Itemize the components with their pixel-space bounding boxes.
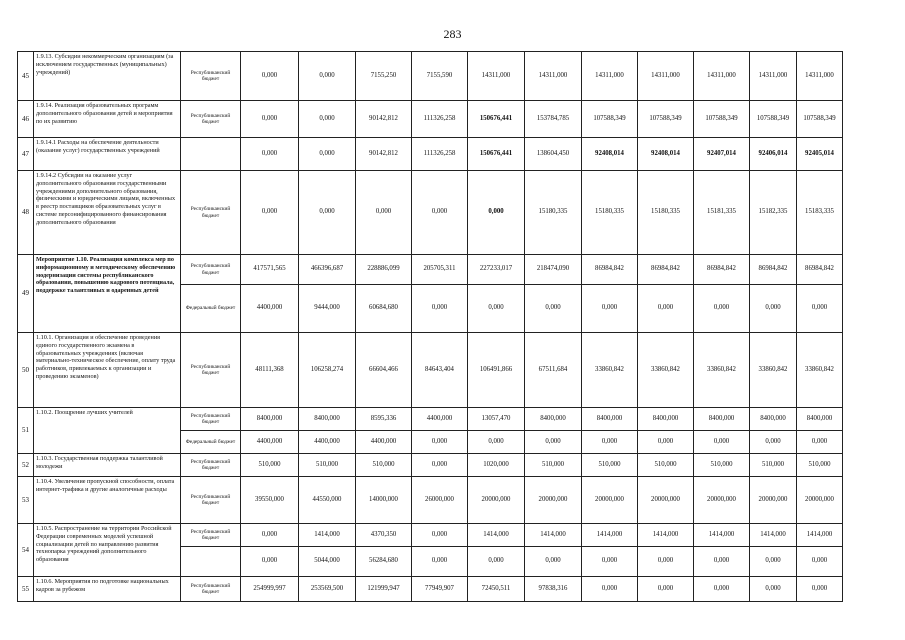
amount-cell: 14311,000 [525, 52, 582, 101]
amount-cell: 4400,000 [356, 431, 412, 454]
amount-cell: 0,000 [694, 431, 750, 454]
amount-cell: 0,000 [356, 171, 412, 255]
amount-cell: 33860,842 [797, 333, 843, 408]
amount-cell: 0,000 [582, 285, 638, 333]
amount-cell: 8400,000 [241, 408, 299, 431]
amount-cell: 8400,000 [582, 408, 638, 431]
amount-cell: 0,000 [412, 524, 468, 547]
amount-cell: 86984,842 [694, 255, 750, 285]
amount-cell: 14000,000 [356, 477, 412, 524]
amount-cell: 77949,907 [412, 577, 468, 602]
amount-cell: 107588,349 [797, 101, 843, 138]
amount-cell: 510,000 [750, 454, 797, 477]
amount-cell: 56284,680 [356, 547, 412, 577]
amount-cell: 20000,000 [638, 477, 694, 524]
amount-cell: 15180,335 [525, 171, 582, 255]
amount-cell: 107588,349 [638, 101, 694, 138]
row-number: 47 [18, 138, 34, 171]
row-number: 51 [18, 408, 34, 454]
amount-cell: 39550,000 [241, 477, 299, 524]
amount-cell: 0,000 [694, 577, 750, 602]
amount-cell: 0,000 [241, 101, 299, 138]
amount-cell: 33860,842 [694, 333, 750, 408]
amount-cell: 8400,000 [638, 408, 694, 431]
amount-cell: 4400,000 [241, 431, 299, 454]
amount-cell: 33860,842 [638, 333, 694, 408]
row-number: 52 [18, 454, 34, 477]
amount-cell: 86984,842 [797, 255, 843, 285]
amount-cell: 0,000 [241, 171, 299, 255]
amount-cell: 13057,470 [468, 408, 525, 431]
amount-cell: 0,000 [241, 524, 299, 547]
activity-name: Мероприятие 1.10. Реализация комплекса мер по информационному и методическому обеспечению модернизации системы республиканского образования, повышению кадрового потенциала, поддержке талантливых и одаренных детей [34, 255, 181, 333]
amount-cell: 8400,000 [750, 408, 797, 431]
amount-cell: 0,000 [582, 547, 638, 577]
amount-cell: 20000,000 [797, 477, 843, 524]
activity-name: 1.10.5. Распространение на территории Российской Федерации современных моделей успешной социализации детей по направлению развития технопарка учреждений дополнительного образования [34, 524, 181, 577]
amount-cell: 8595,336 [356, 408, 412, 431]
amount-cell: 0,000 [750, 431, 797, 454]
amount-cell: 92407,014 [694, 138, 750, 171]
amount-cell: 107588,349 [750, 101, 797, 138]
amount-cell: 97838,316 [525, 577, 582, 602]
funding-source: Республиканский бюджет [181, 52, 241, 101]
amount-cell: 1414,000 [582, 524, 638, 547]
amount-cell: 106258,274 [299, 333, 356, 408]
table-row [18, 255, 843, 285]
amount-cell: 510,000 [241, 454, 299, 477]
amount-cell: 0,000 [241, 52, 299, 101]
amount-cell: 218474,090 [525, 255, 582, 285]
row-number: 50 [18, 333, 34, 408]
amount-cell: 26000,000 [412, 477, 468, 524]
amount-cell: 20000,000 [694, 477, 750, 524]
amount-cell: 107588,349 [694, 101, 750, 138]
page-number: 283 [443, 27, 462, 41]
amount-cell: 0,000 [797, 285, 843, 333]
table-row [18, 52, 843, 101]
amount-cell: 510,000 [638, 454, 694, 477]
amount-cell: 0,000 [750, 285, 797, 333]
funding-source: Республиканский бюджет [181, 577, 241, 602]
amount-cell: 0,000 [468, 171, 525, 255]
amount-cell: 14311,000 [694, 52, 750, 101]
row-number: 46 [18, 101, 34, 138]
amount-cell: 8400,000 [694, 408, 750, 431]
amount-cell: 15180,335 [582, 171, 638, 255]
amount-cell: 0,000 [694, 285, 750, 333]
activity-name: 1.10.6. Мероприятия по подготовке национальных кадров за рубежом [34, 577, 181, 602]
amount-cell: 0,000 [694, 547, 750, 577]
amount-cell: 66604,466 [356, 333, 412, 408]
amount-cell: 8400,000 [299, 408, 356, 431]
funding-source: Республиканский бюджет [181, 101, 241, 138]
amount-cell: 0,000 [525, 431, 582, 454]
amount-cell: 14311,000 [750, 52, 797, 101]
amount-cell: 44550,000 [299, 477, 356, 524]
amount-cell: 0,000 [638, 285, 694, 333]
amount-cell: 0,000 [582, 577, 638, 602]
row-number: 49 [18, 255, 34, 333]
amount-cell: 90142,812 [356, 101, 412, 138]
table-row [18, 138, 843, 171]
amount-cell: 510,000 [299, 454, 356, 477]
table-row [18, 577, 843, 602]
amount-cell: 510,000 [356, 454, 412, 477]
row-number: 54 [18, 524, 34, 577]
amount-cell: 0,000 [750, 577, 797, 602]
amount-cell: 4370,350 [356, 524, 412, 547]
amount-cell: 0,000 [241, 547, 299, 577]
amount-cell: 9444,000 [299, 285, 356, 333]
amount-cell: 20000,000 [525, 477, 582, 524]
amount-cell: 7155,590 [412, 52, 468, 101]
funding-source: Республиканский бюджет [181, 255, 241, 285]
amount-cell: 0,000 [241, 138, 299, 171]
amount-cell: 92406,014 [750, 138, 797, 171]
amount-cell: 33860,842 [750, 333, 797, 408]
amount-cell: 111326,258 [412, 101, 468, 138]
amount-cell: 106491,866 [468, 333, 525, 408]
amount-cell: 1414,000 [694, 524, 750, 547]
amount-cell: 14311,000 [797, 52, 843, 101]
row-number: 45 [18, 52, 34, 101]
amount-cell: 15181,335 [694, 171, 750, 255]
amount-cell: 417571,565 [241, 255, 299, 285]
amount-cell: 8400,000 [797, 408, 843, 431]
amount-cell: 107588,349 [582, 101, 638, 138]
amount-cell: 0,000 [638, 577, 694, 602]
funding-source [181, 138, 241, 171]
amount-cell: 1020,000 [468, 454, 525, 477]
amount-cell: 14311,000 [638, 52, 694, 101]
amount-cell: 15182,335 [750, 171, 797, 255]
amount-cell: 466396,687 [299, 255, 356, 285]
amount-cell: 0,000 [412, 171, 468, 255]
amount-cell: 0,000 [412, 431, 468, 454]
amount-cell: 20000,000 [582, 477, 638, 524]
budget-table [17, 51, 843, 602]
amount-cell: 111326,258 [412, 138, 468, 171]
amount-cell: 1414,000 [750, 524, 797, 547]
row-number: 53 [18, 477, 34, 524]
amount-cell: 72450,511 [468, 577, 525, 602]
amount-cell: 1414,000 [797, 524, 843, 547]
amount-cell: 153784,785 [525, 101, 582, 138]
amount-cell: 1414,000 [638, 524, 694, 547]
amount-cell: 0,000 [468, 285, 525, 333]
amount-cell: 253569,500 [299, 577, 356, 602]
funding-source: Республиканский бюджет [181, 408, 241, 431]
table-row [18, 171, 843, 255]
funding-source: Федеральный бюджет [181, 431, 241, 454]
amount-cell: 150676,441 [468, 138, 525, 171]
amount-cell: 0,000 [299, 138, 356, 171]
amount-cell: 0,000 [412, 547, 468, 577]
amount-cell: 0,000 [299, 52, 356, 101]
funding-source: Республиканский бюджет [181, 524, 241, 547]
amount-cell: 205705,311 [412, 255, 468, 285]
amount-cell: 92408,014 [638, 138, 694, 171]
table-row [18, 454, 843, 477]
amount-cell: 0,000 [468, 431, 525, 454]
amount-cell: 14311,000 [468, 52, 525, 101]
amount-cell: 1414,000 [299, 524, 356, 547]
activity-name: 1.10.1. Организация и обеспечение проведения единого государственного экзамена в образовательных учреждениях (включая материально-техническое обеспечение, оплату труда работников, привлекаемых к организации и проведению экзаменов) [34, 333, 181, 408]
funding-source: Федеральный бюджет [181, 285, 241, 333]
row-number: 48 [18, 171, 34, 255]
amount-cell: 86984,842 [750, 255, 797, 285]
funding-source: Республиканский бюджет [181, 477, 241, 524]
amount-cell: 4400,000 [412, 408, 468, 431]
amount-cell: 90142,812 [356, 138, 412, 171]
amount-cell: 15180,335 [638, 171, 694, 255]
amount-cell: 0,000 [797, 577, 843, 602]
amount-cell: 138604,450 [525, 138, 582, 171]
activity-name: 1.10.4. Увеличение пропускной способности, оплата интернет-трафика и другие аналогичные расходы [34, 477, 181, 524]
amount-cell: 48111,368 [241, 333, 299, 408]
amount-cell: 8400,000 [525, 408, 582, 431]
amount-cell: 510,000 [694, 454, 750, 477]
amount-cell: 0,000 [797, 547, 843, 577]
amount-cell: 0,000 [638, 547, 694, 577]
amount-cell: 0,000 [299, 101, 356, 138]
activity-name: 1.9.14. Реализация образовательных программ дополнительного образования детей и мероприятия по их развитию [34, 101, 181, 138]
amount-cell: 60684,680 [356, 285, 412, 333]
amount-cell: 0,000 [525, 547, 582, 577]
row-number: 55 [18, 577, 34, 602]
activity-name: 1.10.2. Поощрение лучших учителей [34, 408, 181, 454]
table-row [18, 477, 843, 524]
amount-cell: 92408,014 [582, 138, 638, 171]
amount-cell: 150676,441 [468, 101, 525, 138]
amount-cell: 227233,017 [468, 255, 525, 285]
amount-cell: 228886,099 [356, 255, 412, 285]
activity-name: 1.9.13. Субсидии некоммерческим организациям (за исключением государственных (муниципальных) учреждений) [34, 52, 181, 101]
table-row [18, 524, 843, 547]
amount-cell: 1414,000 [525, 524, 582, 547]
amount-cell: 14311,000 [582, 52, 638, 101]
amount-cell: 67511,684 [525, 333, 582, 408]
amount-cell: 121999,947 [356, 577, 412, 602]
amount-cell: 86984,842 [638, 255, 694, 285]
amount-cell: 20000,000 [750, 477, 797, 524]
amount-cell: 0,000 [525, 285, 582, 333]
amount-cell: 92405,014 [797, 138, 843, 171]
amount-cell: 15183,335 [797, 171, 843, 255]
amount-cell: 4400,000 [299, 431, 356, 454]
amount-cell: 0,000 [638, 431, 694, 454]
funding-source: Республиканский бюджет [181, 333, 241, 408]
amount-cell: 0,000 [750, 547, 797, 577]
amount-cell: 510,000 [797, 454, 843, 477]
activity-name: 1.10.3. Государственная поддержка талантливой молодежи [34, 454, 181, 477]
amount-cell: 0,000 [412, 285, 468, 333]
amount-cell: 0,000 [299, 171, 356, 255]
amount-cell: 510,000 [582, 454, 638, 477]
amount-cell: 254999,997 [241, 577, 299, 602]
funding-source: Республиканский бюджет [181, 454, 241, 477]
amount-cell: 20000,000 [468, 477, 525, 524]
amount-cell: 5044,000 [299, 547, 356, 577]
funding-source: Республиканский бюджет [181, 171, 241, 255]
table-row [18, 333, 843, 408]
amount-cell: 7155,250 [356, 52, 412, 101]
table-row [18, 101, 843, 138]
amount-cell: 33860,842 [582, 333, 638, 408]
amount-cell: 4400,000 [241, 285, 299, 333]
activity-name: 1.9.14.2 Субсидии на оказание услуг дополнительного образования государственными учреждениями дополнительного образования, физическими и юридическими лицами, включенных в реестр поставщиков образовательных услуг в системе персонифицированного финансирования дополнительного образования [34, 171, 181, 255]
amount-cell: 510,000 [525, 454, 582, 477]
activity-name: 1.9.14.1 Расходы на обеспечение деятельности (оказание услуг) государственных учреждений [34, 138, 181, 171]
amount-cell: 84643,404 [412, 333, 468, 408]
amount-cell: 0,000 [797, 431, 843, 454]
table-row [18, 408, 843, 431]
amount-cell: 86984,842 [582, 255, 638, 285]
amount-cell: 0,000 [412, 454, 468, 477]
amount-cell: 0,000 [582, 431, 638, 454]
amount-cell: 1414,000 [468, 524, 525, 547]
amount-cell: 0,000 [468, 547, 525, 577]
funding-source [181, 547, 241, 577]
